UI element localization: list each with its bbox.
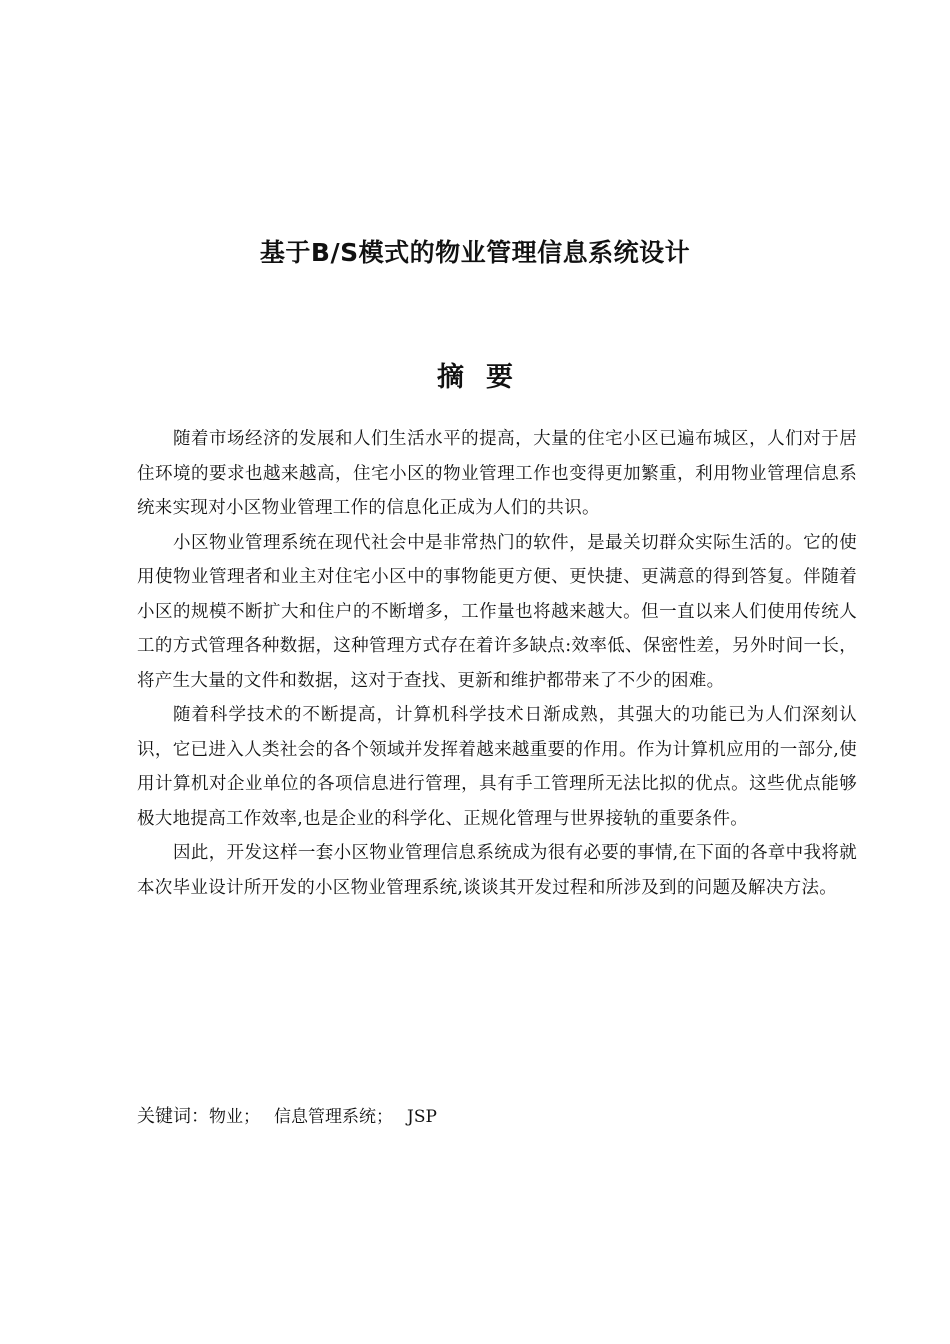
abstract-heading: 摘要 <box>437 362 535 393</box>
keywords-label: 关键词： <box>137 1106 209 1127</box>
document-title: 基于B/S模式的物业管理信息系统设计 <box>259 238 691 267</box>
abstract-paragraph-2: 小区物业管理系统在现代社会中是非常热门的软件，是最关切群众实际生活的。它的使用使物业管理者和业主对住宅小区中的事物能更方便、更快捷、更满意的得到答复。伴随着小区的规模不断扩大和住户的不断增多，工作量也将越来越大。但一直以来人们使用传统人工的方式管理各种数据，这种管理方式存在着许多缺点:效率低、保密性差，另外时间一长，将产生大量的文件和数据，这对于查找、更新和维护都带来了不少的困难。 <box>137 532 857 691</box>
keyword-item: 物业； <box>209 1107 260 1127</box>
keyword-item: JSP <box>407 1107 437 1127</box>
abstract-body <box>137 422 857 905</box>
keywords-line <box>137 1100 857 1134</box>
keyword-item: 信息管理系统； <box>274 1107 393 1127</box>
abstract-paragraph-1: 随着市场经济的发展和人们生活水平的提高，大量的住宅小区已遍布城区，人们对于居住环境的要求也越来越高，住宅小区的物业管理工作也变得更加繁重，利用物业管理信息系统来实现对小区物业管理工作的信息化正成为人们的共识。 <box>137 429 857 518</box>
abstract-paragraph-3: 随着科学技术的不断提高，计算机科学技术日渐成熟，其强大的功能已为人们深刻认识，它已进入人类社会的各个领域并发挥着越来越重要的作用。作为计算机应用的一部分,使用计算机对企业单位的各项信息进行管理，具有手工管理所无法比拟的优点。这些优点能够极大地提高工作效率,也是企业的科学化、正规化管理与世界接轨的重要条件。 <box>137 705 857 829</box>
abstract-paragraph-4: 因此，开发这样一套小区物业管理信息系统成为很有必要的事情,在下面的各章中我将就本次毕业设计所开发的小区物业管理系统,谈谈其开发过程和所涉及到的问题及解决方法。 <box>137 843 857 898</box>
